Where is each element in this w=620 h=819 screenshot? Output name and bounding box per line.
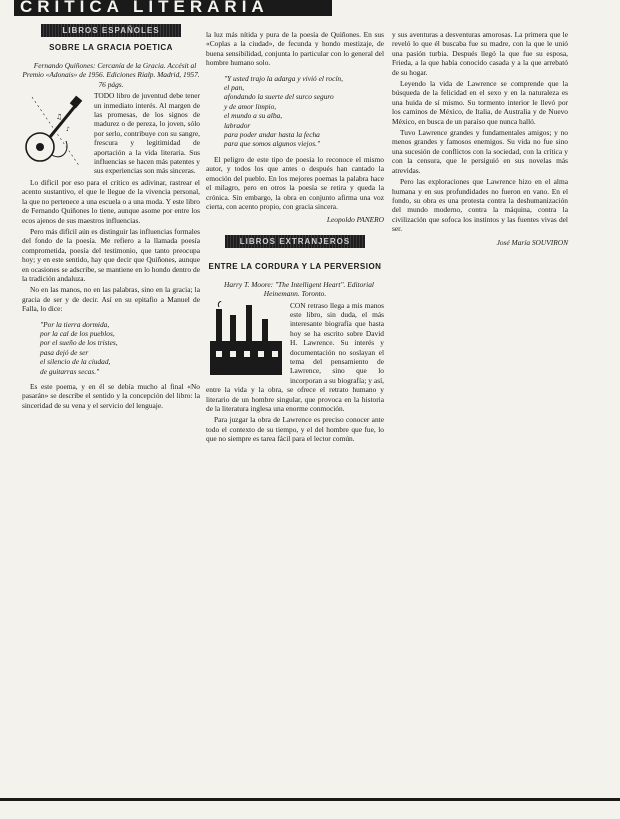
book-citation: Harry T. Moore: "The Intelligent Heart". Editorial Heinemann. Toronto. bbox=[224, 279, 374, 299]
paragraph: El peligro de este tipo de poesía lo reconoce el mismo autor, y todos los que antes o después han cantado la emoción del pueblo. En los mejores poemas la palabra hace el milagro, pero en otros la poesía se retira y queda la crónica. Sin embargo, la obra en conjunto afirma una voz cierta, con acento propio, con gracia sincera. bbox=[206, 154, 384, 211]
section-banner-foreign-books: LIBROS EXTRANJEROS bbox=[225, 235, 365, 248]
paragraph: Leyendo la vida de Lawrence se comprende que la búsqueda de la felicidad en el sexo y en la naturaleza es una huida de sí mismo. Su tormento interior le llevó por los caminos de México, de Italia, de Australia y de Nuevo México, en busca de un paraíso que nunca halló. bbox=[392, 79, 568, 126]
bottom-rule bbox=[0, 798, 620, 801]
section-banner-spanish-books: LIBROS ESPAÑOLES bbox=[41, 24, 181, 37]
poem-line: para que somos algunos viejos." bbox=[224, 139, 321, 149]
guitar-illustration bbox=[22, 91, 90, 173]
paragraph: No en las manos, no en las palabras, sino en la gracia; la gracia de ser y de decir. Así en su epitafio a Manuel de Falla, lo dice: bbox=[22, 285, 200, 314]
author-signature: Leopoldo PANERO bbox=[326, 215, 384, 225]
poem-line: "Por la tierra dormida, bbox=[40, 319, 110, 329]
poem-line: de guitarras secas." bbox=[40, 366, 100, 376]
poem-line: afondando la suerte del surco seguro bbox=[224, 92, 334, 102]
poem-line: para poder andar hasta la fecha bbox=[224, 130, 320, 140]
poem-line: por el sueño de los tristes, bbox=[40, 338, 118, 348]
svg-text:♫: ♫ bbox=[56, 113, 63, 122]
paragraph: Es este poema, y en él se debía mucho al final «No pasarán» se describe el sentido y la concepción del libro: la sinceridad de su vena y el servicio del lenguaje. bbox=[22, 382, 200, 410]
column-right bbox=[392, 30, 568, 247]
poem-line: por la cal de los pueblos, bbox=[40, 328, 115, 338]
poem-line: pasa dejó de ser bbox=[40, 347, 89, 357]
factory-illustration bbox=[206, 301, 286, 377]
paragraph: Para juzgar la obra de Lawrence es preciso conocer ante todo el contexto de su tiempo, y el del hombre que fue, lo que no siempre es tarea fácil para el lector común. bbox=[206, 415, 384, 444]
paragraph: CON retraso llega a mis manos este libro, sin duda, el más interesante biografía que hasta hoy se ha escrito sobre David H. Lawrence. Su interés y documentación no soslayan el tema del pensamiento de Lawrence, sino que lo incorporan a su biografía; y así, entre la vida y la obra, se ofrece el retrato humano y literario de un hombre singular, que provoca en la historia de la literatura inglesa una enorme conmoción. bbox=[206, 300, 384, 413]
poem-line: el mundo a su alba, bbox=[224, 111, 283, 121]
paragraph: Tuvo Lawrence grandes y fundamentales amigos; y no menos grandes y famosos enemigos. Su vida no fue sino una sucesión de conflictos con la sociedad, con la crítica y con la censura, que le persiguió en sus novelas más atrevidas. bbox=[392, 128, 568, 175]
author-signature: José María SOUVIRON bbox=[496, 237, 568, 247]
poem-line: el silencio de la ciudad, bbox=[40, 357, 111, 367]
poem-line: "Y usted trajo la adarga y vivió el rocín, bbox=[224, 73, 343, 83]
column-middle bbox=[206, 30, 384, 446]
poem-line: el pan, bbox=[224, 83, 245, 93]
paragraph: y sus aventuras a desventuras amorosas. La primera que le reveló lo que él buscaba fue su madre, con la que le unió una pasión turbia. Después llegó la que fue su esposa, Frieda, a la que había conocido casada y a la que arrebató de su hogar. bbox=[392, 30, 568, 77]
svg-text:♪: ♪ bbox=[66, 126, 70, 134]
poem-line: y de amor limpio, bbox=[224, 101, 277, 111]
paragraph: Pero más difícil aún es distinguir las influencias formales del fondo de la poesía. Me refiero a la llamada poesía comprometida, poesía del testimonio, que tanto preocupa hoy; y en este sentido, hay que decir que Quiñones, aunque en ocasiones se adscribe, se mantiene en lo hondo dentro de la tradición andaluza. bbox=[22, 226, 200, 283]
paragraph: la luz más nítida y pura de la poesía de Quiñones. En sus «Coplas a la ciudad», de fecunda y hondo mestizaje, de buena sensibilidad, conjunta lo particular con lo general del hombre humano solo. bbox=[206, 30, 384, 68]
article-heading-gracia: SOBRE LA GRACIA POETICA bbox=[49, 43, 173, 52]
paragraph: Pero las exploraciones que Lawrence hizo en el alma humana y en sus profundidades no fueron en vano. En el fondo, su obra es una protesta contra la deshumanización del mundo moderno, contra la máquina, contra la civilización que sofoca los instintos y las fuentes vivas del ser. bbox=[392, 177, 568, 234]
article-heading-cordura: ENTRE LA CORDURA Y LA PERVERSION bbox=[208, 261, 382, 271]
column-left bbox=[22, 24, 200, 412]
paragraph: TODO libro de juventud debe tener un inmediato interés. Al margen de las promesas, de los signos de madurez o de pereza, lo joven, sólo por serlo, contribuye con su sangre, frescura y legitimidad de aportación a la vida literaria. Sus influencias se hacen más patentes y sus experiencias son más sinceras. bbox=[94, 91, 200, 176]
poem-quote-falla bbox=[40, 320, 200, 376]
poem-line: labrador bbox=[224, 120, 251, 130]
paragraph: Lo difícil por eso para el crítico es adivinar, rastrear el acento sustantivo, el que le llegue de la vivencia personal, la que no pertenece a una escuela o a una moda. Y este libro de Fernando Quiñones lo tiene, aunque asome por entre los ecos ajenos de sus maestros influencias. bbox=[22, 177, 200, 225]
poem-quote-coplas bbox=[224, 74, 384, 149]
section-masthead: CRITICA LITERARIA bbox=[14, 0, 332, 16]
book-citation: Fernando Quiñones: Cercanía de la Gracia. Accésit al Premio «Adonais» de 1956. Ediciones Rialp. Madrid, 1957. 76 págs. bbox=[22, 61, 200, 89]
